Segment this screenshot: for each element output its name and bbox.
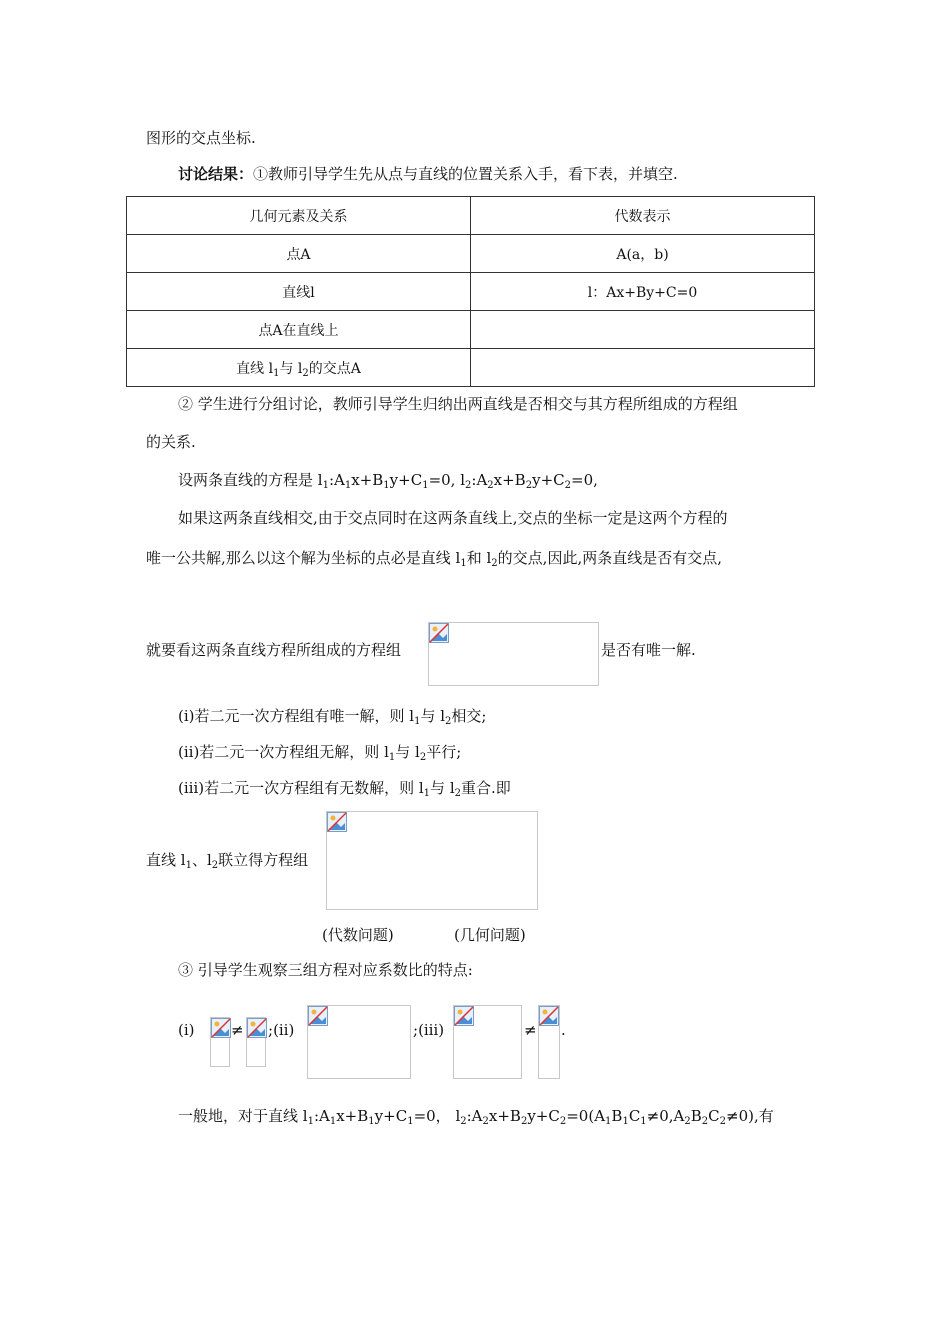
text: :A	[471, 471, 488, 489]
text: y+C	[374, 1107, 408, 1125]
cell-text: 的交点A	[308, 360, 361, 377]
text: x+B	[351, 471, 384, 489]
subscript: 1	[388, 752, 396, 763]
subscript: 1	[460, 558, 467, 569]
not-equal-sign: ≠	[231, 1021, 244, 1039]
broken-image-icon	[327, 812, 347, 832]
paragraph-5: ③ 引导学生观察三组方程对应系数比的特点:	[178, 961, 473, 979]
text: =0(A	[566, 1107, 606, 1125]
subscript: 2	[701, 1116, 709, 1127]
broken-image-icon	[308, 1006, 328, 1026]
case-2	[178, 742, 461, 762]
subscript: 2	[211, 860, 219, 871]
label-algebra: (代数问题)	[322, 926, 394, 944]
discussion-label: 讨论结果：	[178, 165, 254, 183]
not-equal-sign: ≠	[524, 1021, 537, 1039]
subscript: 1	[273, 367, 280, 379]
subscript: 2	[719, 1116, 727, 1127]
subscript: 1	[622, 1116, 629, 1127]
ratio-image	[307, 1005, 411, 1079]
joint-equations-image	[326, 811, 538, 910]
broken-image-icon	[247, 1018, 267, 1038]
case-1	[178, 706, 486, 726]
subscript: 1	[605, 1116, 612, 1127]
subscript: 2	[559, 1116, 567, 1127]
broken-image-icon	[211, 1018, 231, 1038]
text: ;	[268, 1021, 274, 1039]
table-cell: 直线l	[127, 273, 471, 311]
ratio-i-label: (ⅰ)	[178, 1021, 195, 1039]
table-cell: 点A在直线上	[127, 311, 471, 349]
text: 相交;	[451, 707, 487, 725]
text: ≠0,A	[646, 1107, 685, 1125]
text: :A	[466, 1107, 483, 1125]
discussion-text: ①教师引导学生先从点与直线的位置关系入手，看下表，并填空.	[253, 165, 678, 183]
text: (ⅲ)若二元一次方程组有无数解，则 l	[178, 779, 424, 797]
subscript: 2	[460, 1116, 467, 1127]
subscript: 1	[383, 480, 390, 491]
table-header-cell: 代数表示	[471, 197, 815, 235]
subscript: 1	[185, 860, 192, 871]
text: :A	[328, 471, 345, 489]
joint-line	[146, 850, 308, 870]
separator	[413, 1020, 444, 1040]
subscript: 2	[302, 367, 309, 379]
broken-image-icon	[539, 1006, 559, 1026]
text: 直线 l	[146, 851, 186, 869]
text: (ⅰ)若二元一次方程组有唯一解，则 l	[178, 707, 415, 725]
table-cell: l：Ax+By+C=0	[471, 273, 815, 311]
paragraph-4-line-1: 如果这两条直线相交,由于交点同时在这两条直线上,交点的坐标一定是这两个方程的	[178, 509, 728, 527]
text: 一般地，对于直线 l	[178, 1107, 308, 1125]
subscript: 2	[445, 716, 452, 727]
text: 联立得方程组	[218, 851, 309, 869]
text: :A	[313, 1107, 330, 1125]
subscript: 2	[454, 788, 461, 799]
text: y+C	[389, 471, 423, 489]
table-cell: 点A	[127, 235, 471, 273]
table-header-cell: 几何元素及关系	[127, 197, 471, 235]
paragraph-3	[178, 470, 598, 490]
subscript: 2	[520, 1116, 528, 1127]
broken-image-icon	[429, 623, 449, 643]
text: 重合.即	[461, 779, 511, 797]
table-cell	[127, 349, 471, 387]
table-cell: A(a，b)	[471, 235, 815, 273]
paragraph-4-line-3-pre: 就要看这两条直线方程所组成的方程组	[146, 641, 402, 659]
text: x+B	[488, 1107, 521, 1125]
text: 的交点,因此,两条直线是否有交点,	[497, 549, 722, 567]
text: y+C	[532, 471, 565, 489]
text: =0,	[571, 471, 598, 489]
subscript: 2	[684, 1116, 691, 1127]
text: x+B	[493, 471, 526, 489]
subscript: 2	[419, 752, 427, 763]
text: =0, l	[428, 471, 466, 489]
subscript: 1	[407, 1116, 414, 1127]
text: =0， l	[413, 1107, 461, 1125]
subscript: 2	[482, 1116, 489, 1127]
table-header-row	[127, 197, 815, 235]
text: 唯一公共解,那么以这个解为坐标的点必是直线 l	[146, 549, 461, 567]
subscript: 1	[422, 480, 429, 491]
paragraph-4-line-3-post: 是否有唯一解.	[601, 641, 696, 659]
table-row	[127, 273, 815, 311]
ratio-ii-label: (ⅱ)	[273, 1021, 295, 1039]
text: B	[690, 1107, 702, 1125]
subscript: 1	[322, 480, 329, 491]
text: C	[628, 1107, 641, 1125]
subscript: 1	[640, 1116, 647, 1127]
text: B	[611, 1107, 623, 1125]
ratio-image	[538, 1005, 560, 1079]
subscript: 2	[487, 480, 494, 491]
text: x+B	[336, 1107, 369, 1125]
subscript: 1	[368, 1116, 375, 1127]
subscript: 2	[525, 480, 533, 491]
text: ≠0),有	[726, 1107, 774, 1125]
separator	[268, 1020, 294, 1040]
text: 平行;	[426, 743, 462, 761]
relation-table	[126, 196, 815, 387]
subscript: 1	[414, 716, 421, 727]
ratio-image	[246, 1017, 266, 1067]
cell-text: 与 l	[279, 360, 303, 377]
table-cell	[471, 349, 815, 387]
subscript: 1	[307, 1116, 314, 1127]
table-row	[127, 349, 815, 387]
table-row	[127, 311, 815, 349]
discussion-line	[178, 164, 678, 184]
paragraph-2-line-1: ② 学生进行分组讨论，教师引导学生归纳出两直线是否相交与其方程所组成的方程组	[178, 395, 738, 413]
label-geometry: (几何问题)	[454, 926, 526, 944]
broken-image-icon	[454, 1006, 474, 1026]
ratio-image	[453, 1005, 522, 1079]
ratio-image	[210, 1017, 230, 1067]
subscript: 1	[344, 480, 352, 491]
paragraph-4-line-2	[146, 548, 722, 568]
paragraph-6	[178, 1106, 774, 1126]
text: 与 l	[420, 707, 446, 725]
text: (ⅱ)若二元一次方程组无解，则 l	[178, 743, 389, 761]
equation-system-image	[428, 622, 599, 686]
text: 与 l	[430, 779, 455, 797]
subscript: 1	[329, 1116, 337, 1127]
text: C	[708, 1107, 720, 1125]
text: ;	[413, 1021, 419, 1039]
text: 设两条直线的方程是 l	[178, 471, 323, 489]
table-cell	[471, 311, 815, 349]
subscript: 2	[465, 480, 472, 491]
paragraph-intro: 图形的交点坐标.	[146, 129, 256, 147]
cell-text: 直线 l	[236, 360, 274, 377]
paragraph-2-line-2: 的关系.	[146, 433, 196, 451]
period: .	[561, 1021, 566, 1039]
text: 、l	[191, 851, 212, 869]
subscript: 2	[491, 558, 498, 569]
subscript: 2	[564, 480, 571, 491]
ratio-iii-label: (ⅲ)	[418, 1021, 445, 1039]
text: 与 l	[395, 743, 420, 761]
subscript: 1	[423, 788, 431, 799]
case-3	[178, 778, 511, 798]
text: y+C	[527, 1107, 560, 1125]
table-row	[127, 235, 815, 273]
text: 和 l	[466, 549, 492, 567]
